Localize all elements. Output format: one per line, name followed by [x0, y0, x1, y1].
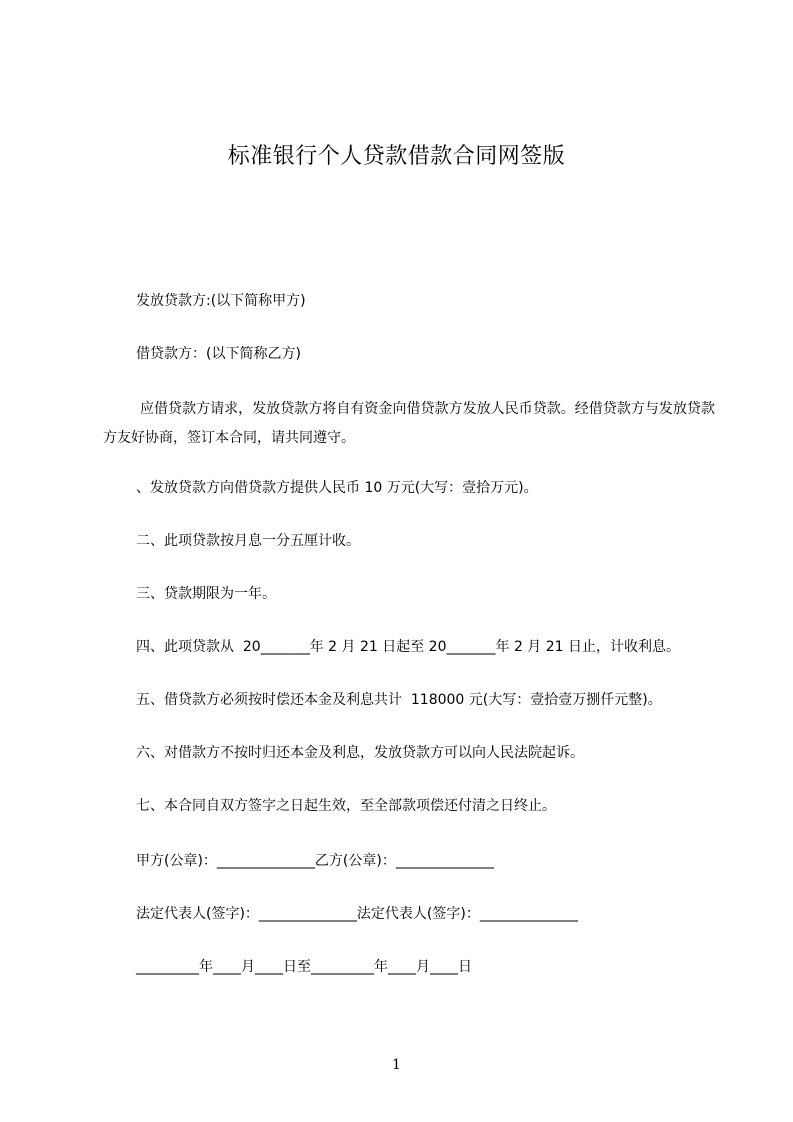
clause-3: 三、贷款期限为一年。 — [136, 586, 276, 602]
clause-2: 二、此项贷款按月息一分五厘计收。 — [136, 533, 360, 549]
clause-7: 七、本合同自双方签字之日起生效，至全部款项偿还付清之日终止。 — [136, 798, 556, 814]
lender-line: 发放贷款方:(以下简称甲方) — [136, 293, 306, 309]
page-number: 1 — [392, 1057, 401, 1073]
date-line: _________年____月____日至_________年____月____日 — [136, 959, 472, 975]
representative-signature-line: 法定代表人(签字)：______________法定代表人(签字)：______________ — [136, 906, 578, 922]
intro-paragraph: 应借贷款方请求，发放贷款方将自有资金向借贷款方发放人民币贷款。经借贷款方与发放贷款方友好协商，签订本合同，请共同遵守。 — [103, 401, 715, 446]
seal-signature-line: 甲方(公章)：______________乙方(公章)：______________ — [136, 853, 494, 869]
clause-6: 六、对借款方不按时归还本金及利息，发放贷款方可以向人民法院起诉。 — [136, 745, 584, 761]
clause-4: 四、此项贷款从 20_______年 2 月 21 日起至 20_______年 2 月 21 日止，计收利息。 — [136, 639, 681, 655]
clause-1: 、发放贷款方向借贷款方提供人民币 10 万元(大写：壹拾万元)。 — [136, 480, 538, 496]
clause-5: 五、借贷款方必须按时偿还本金及利息共计 118000 元(大写：壹拾壹万捌仟元整)。 — [136, 692, 662, 708]
borrower-line: 借贷款方：(以下简称乙方) — [136, 346, 301, 362]
page-title: 标准银行个人贷款借款合同网签版 — [227, 144, 566, 169]
